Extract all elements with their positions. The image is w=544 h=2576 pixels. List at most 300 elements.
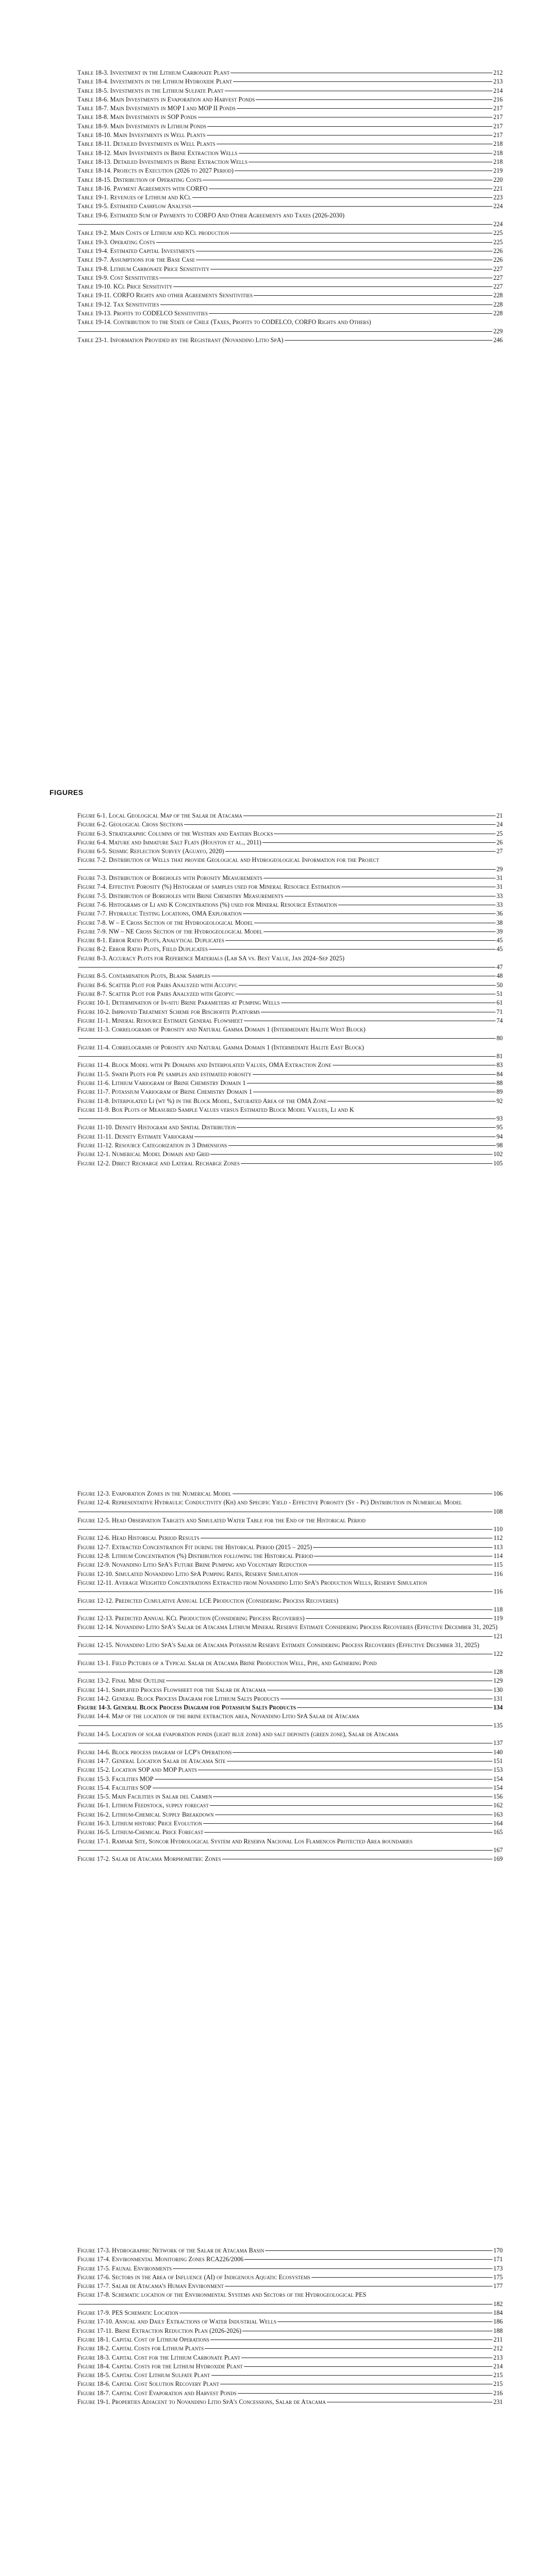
toc-entry-page-number: 134 xyxy=(493,1704,503,1711)
toc-entry-link[interactable] xyxy=(77,2255,503,2264)
toc-entry-link[interactable] xyxy=(77,1061,503,1070)
toc-entry-link[interactable] xyxy=(77,1810,503,1819)
toc-entry-link[interactable] xyxy=(77,149,503,158)
toc-entry-title: Figure 15-2. Location SOP and MOP Plants xyxy=(77,1766,197,1774)
toc-entry-page-number: 128 xyxy=(493,1668,503,1675)
toc-entry-link[interactable] xyxy=(77,919,503,927)
toc-entry-title: Table 18-4. Investments in the Lithium Hydroxide Plant xyxy=(77,78,233,86)
toc-entry-page-number: 92 xyxy=(496,1097,503,1105)
toc-entry-link[interactable] xyxy=(77,1686,503,1694)
toc-entry-link[interactable] xyxy=(77,2362,503,2371)
toc-entry-page-number: 115 xyxy=(493,1561,503,1569)
toc-entry-title: Figure 14-3. General Block Process Diagram for Potassium Salts Products xyxy=(77,1704,296,1711)
leader-line xyxy=(225,940,496,941)
toc-entry-link[interactable] xyxy=(77,1498,503,1516)
toc-entry-title: Figure 16-5. Lithium-Chemical Price Forecast xyxy=(77,1828,204,1836)
toc-entry-page-number: 225 xyxy=(493,229,503,237)
toc-entry-link[interactable] xyxy=(77,113,503,122)
toc-entry-link[interactable] xyxy=(77,256,503,264)
leader-line xyxy=(210,1154,492,1155)
toc-entry-title: Table 18-5. Investments in the Lithium Sulfate Plant xyxy=(77,87,224,94)
toc-entry-link[interactable] xyxy=(77,2335,503,2344)
toc-entry-link[interactable] xyxy=(77,1088,503,1096)
toc-entry-page-number: 171 xyxy=(493,2256,503,2263)
toc-entry-title: Figure 12-10. Simulated Novandino Litio SpA Pumping Rates, Reserve Simulation xyxy=(77,1570,299,1578)
leader-line xyxy=(244,2259,492,2260)
figures-list-part-3 xyxy=(0,2246,544,2406)
toc-entry-link[interactable] xyxy=(77,1008,503,1016)
toc-entry-link[interactable] xyxy=(77,291,503,300)
toc-entry-link[interactable] xyxy=(77,909,503,918)
toc-entry-title: Figure 8-6. Scatter Plot for Pairs Analyzed with Accupyc xyxy=(77,981,238,989)
leader-line xyxy=(228,1145,496,1146)
toc-entry-page-number: 153 xyxy=(493,1766,503,1774)
toc-entry-title: Figure 10-1. Determination of In-situ Brine Parameters at Pumping Wells xyxy=(77,999,280,1007)
toc-entry-title: Figure 18-5. Capital Cost Lithium Sulfate Plant xyxy=(77,2371,210,2379)
leader-line xyxy=(173,286,492,287)
toc-entry-title: Figure 18-3. Capital Cost for the Lithium Carbonate Plant xyxy=(77,2353,241,2361)
toc-entry-link[interactable] xyxy=(77,1016,503,1025)
leader-line xyxy=(233,1752,492,1753)
toc-entry-link[interactable] xyxy=(77,1730,503,1748)
toc-entry-link[interactable] xyxy=(77,211,503,229)
toc-entry-link[interactable] xyxy=(77,1641,503,1659)
toc-entry-page-number: 217 xyxy=(493,105,503,112)
leader-line xyxy=(192,197,492,198)
toc-entry-link[interactable] xyxy=(77,892,503,901)
toc-entry-title: Figure 15-4. Facilities SOP xyxy=(77,1784,152,1791)
toc-entry-page-number: 122 xyxy=(493,1650,503,1658)
leader-line xyxy=(238,2393,492,2394)
leader-line xyxy=(239,985,496,986)
leader-line xyxy=(78,1591,492,1592)
toc-entry-link[interactable] xyxy=(77,274,503,282)
toc-entry-link[interactable] xyxy=(77,856,503,874)
toc-entry-title: Figure 7-4. Effective Porosity (%) Histogram of samples used for Mineral Resource Estimation xyxy=(77,883,341,891)
leader-line xyxy=(78,224,492,225)
toc-entry-link[interactable] xyxy=(77,1570,503,1579)
toc-entry-link[interactable] xyxy=(77,131,503,140)
toc-entry-title: Figure 17-6. Sectors in the Area of Influence (AI) of Indigenous Aquatic Ecosystems xyxy=(77,2273,310,2281)
toc-entry-link[interactable] xyxy=(77,2371,503,2380)
toc-entry-title: Figure 6-3. Stratigraphic Columns of the Western and Eastern Blocks xyxy=(77,829,273,837)
toc-entry-page-number: 212 xyxy=(493,69,503,76)
toc-entry-page-number: 226 xyxy=(493,247,503,255)
leader-line xyxy=(78,331,492,332)
toc-entry-link[interactable] xyxy=(77,1043,503,1061)
leader-line xyxy=(78,1850,492,1851)
toc-entry-page-number: 188 xyxy=(493,2327,503,2334)
toc-entry-link[interactable] xyxy=(77,1855,503,1863)
toc-entry-title: Figure 18-7. Capital Cost Evaporation and Harvest Ponds xyxy=(77,2389,237,2397)
toc-entry-link[interactable] xyxy=(77,1079,503,1088)
toc-entry-page-number: 105 xyxy=(493,1159,503,1167)
toc-entry-page-number: 154 xyxy=(493,1784,503,1791)
toc-entry-link[interactable] xyxy=(77,1561,503,1569)
toc-entry-page-number: 164 xyxy=(493,1819,503,1827)
toc-entry-link[interactable] xyxy=(77,1775,503,1784)
toc-entry-link[interactable] xyxy=(77,309,503,318)
toc-entry-link[interactable] xyxy=(77,2344,503,2353)
toc-entry-title: Figure 12-9. Novandino Litio SpA's Future Brine Pumping and Voluntary Reduction xyxy=(77,1561,308,1569)
toc-entry-title: Figure 19-1. Properties Adjacent to Novandino Litio SpA's Concessions, Salar de Atacama xyxy=(77,2398,326,2406)
toc-entry-link[interactable] xyxy=(77,2273,503,2282)
toc-entry-link[interactable] xyxy=(77,1579,503,1597)
toc-entry-page-number: 213 xyxy=(493,78,503,86)
toc-entry-page-number: 175 xyxy=(493,2273,503,2281)
leader-line xyxy=(173,2268,492,2269)
toc-entry-link[interactable] xyxy=(77,1534,503,1543)
toc-entry-link[interactable] xyxy=(77,829,503,838)
toc-entry-title: Figure 17-3. Hydrographic Network of the Salar de Atacama Basin xyxy=(77,2247,265,2254)
toc-entry-link[interactable] xyxy=(77,1801,503,1810)
leader-line xyxy=(237,108,492,109)
toc-entry-title: Figure 17-8. Schematic location of the Environmental Systems and Sectors of the Hydrogeological PES xyxy=(77,2291,367,2299)
toc-entry-link[interactable] xyxy=(77,1694,503,1703)
toc-entry-page-number: 21 xyxy=(496,812,503,819)
toc-entry-title: Figure 12-15. Novandino Litio SpA's Salar de Atacama Potassium Reserve Estimate Considering Process Recoveries (Effective December 31, 2025) xyxy=(77,1641,480,1649)
toc-entry-link[interactable] xyxy=(77,2380,503,2388)
toc-entry-link[interactable] xyxy=(77,104,503,113)
toc-entry-link[interactable] xyxy=(77,811,503,820)
toc-entry-page-number: 80 xyxy=(496,1035,503,1042)
leader-line xyxy=(204,1832,492,1833)
leader-line xyxy=(277,2321,492,2322)
leader-line xyxy=(311,2277,492,2278)
toc-entry-link[interactable] xyxy=(77,1703,503,1712)
toc-entry-link[interactable] xyxy=(77,95,503,104)
leader-line xyxy=(241,1163,492,1164)
toc-entry-link[interactable] xyxy=(77,847,503,856)
toc-entry-link[interactable] xyxy=(77,1489,503,1498)
leader-line xyxy=(233,81,492,82)
toc-entry-link[interactable] xyxy=(77,945,503,954)
toc-entry-link[interactable] xyxy=(77,176,503,184)
toc-entry-page-number: 81 xyxy=(496,1053,503,1060)
toc-entry-link[interactable] xyxy=(77,2327,503,2335)
toc-entry-link[interactable] xyxy=(77,936,503,945)
toc-entry-link[interactable] xyxy=(77,265,503,274)
toc-entry-link[interactable] xyxy=(77,140,503,148)
toc-entry-link[interactable] xyxy=(77,318,503,336)
toc-entry-title: Table 19-1. Revenues of Lithium and KCl xyxy=(77,194,192,201)
leader-line xyxy=(297,1707,492,1708)
toc-entry-title: Figure 7-3. Distribution of Boreholes with Porosity Measurements xyxy=(77,874,262,882)
toc-entry-page-number: 130 xyxy=(493,1686,503,1693)
leader-line xyxy=(78,1056,496,1057)
leader-line xyxy=(207,126,492,127)
toc-entry-link[interactable] xyxy=(77,336,503,345)
toc-entry-title: Figure 12-14. Novandino Litio SpA's Salar de Atacama Lithium Mineral Reserve Estimate Considering Process Recoveries (Effective December 31, 2025) xyxy=(77,1623,498,1631)
leader-line xyxy=(244,2366,492,2367)
toc-entry-title: Table 18-13. Detailed Investments in Brine Extraction Wells xyxy=(77,158,248,165)
toc-entry-link[interactable] xyxy=(77,166,503,175)
leader-line xyxy=(254,295,492,296)
toc-entry-title: Figure 7-8. W – E Cross Section of the Hydrogeological Model xyxy=(77,919,254,926)
toc-entry-link[interactable] xyxy=(77,1516,503,1534)
leader-line xyxy=(155,1779,492,1780)
toc-entry-link[interactable] xyxy=(77,1159,503,1168)
toc-entry-title: Figure 11-3. Correlograms of Porosity and Natural Gamma Domain 1 (Intermediate Halite West Block) xyxy=(77,1026,366,1033)
toc-entry-title: Figure 17-4. Environmental Monitoring Zones RCA226/2006 xyxy=(77,2256,244,2263)
leader-line xyxy=(237,1127,495,1128)
toc-entry-title: Figure 7-7. Hydraulic Testing Locations, OMA Exploration xyxy=(77,910,242,918)
toc-entry-title: Table 19-10. KCl Price Sensitivity xyxy=(77,283,173,291)
toc-entry-page-number: 227 xyxy=(493,274,503,281)
toc-entry-title: Table 19-2. Main Costs of Lithium and KCl production xyxy=(77,229,229,237)
toc-entry-link[interactable] xyxy=(77,1676,503,1685)
toc-entry-title: Figure 6-4. Mature and Immature Salt Flats (Houston et al., 2011) xyxy=(77,838,261,846)
toc-entry-page-number: 217 xyxy=(493,113,503,121)
toc-entry-page-number: 218 xyxy=(493,140,503,148)
toc-entry-link[interactable] xyxy=(77,838,503,847)
toc-entry-title: Figure 11-10. Density Histogram and Spatial Distribution xyxy=(77,1124,236,1131)
toc-entry-link[interactable] xyxy=(77,2246,503,2255)
toc-entry-link[interactable] xyxy=(77,2389,503,2398)
toc-entry-page-number: 215 xyxy=(493,2371,503,2379)
toc-entry-page-number: 229 xyxy=(493,327,503,335)
toc-entry-link[interactable] xyxy=(77,247,503,256)
toc-entry-title: Figure 7-5. Distribution of Boreholes with Brine Chemistry Measurements xyxy=(77,892,284,900)
toc-entry-page-number: 26 xyxy=(496,838,503,846)
leader-line xyxy=(205,2348,492,2349)
toc-entry-page-number: 61 xyxy=(496,999,503,1007)
toc-entry-title: Figure 12-11. Average Weighted Concentrations Extracted from Novandino Litio SpA's Production Wells, Reserve Simulation xyxy=(77,1579,427,1586)
toc-entry-page-number: 186 xyxy=(493,2318,503,2326)
leader-line xyxy=(210,1805,492,1806)
toc-entry-title: Table 18-9. Main Investments in Lithium Ponds xyxy=(77,122,207,130)
toc-entry-title: Figure 8-1. Error Ratio Plots, Analytical Duplicates xyxy=(77,937,224,944)
toc-entry-page-number: 98 xyxy=(496,1141,503,1149)
toc-entry-link[interactable] xyxy=(77,2291,503,2309)
toc-entry-title: Table 18-3. Investment in the Lithium Carbonate Plant xyxy=(77,69,230,76)
toc-entry-link[interactable] xyxy=(77,1543,503,1552)
toc-entry-link[interactable] xyxy=(77,1766,503,1774)
toc-entry-title: Figure 17-9. PES Schematic Location xyxy=(77,2309,179,2317)
toc-entry-title: Figure 14-7. General Location Salar de Atacama Site xyxy=(77,1757,226,1765)
toc-entry-link[interactable] xyxy=(77,2264,503,2273)
toc-entry-link[interactable] xyxy=(77,981,503,990)
toc-entry-link[interactable] xyxy=(77,1784,503,1792)
leader-line xyxy=(203,1823,492,1824)
toc-entry-page-number: 228 xyxy=(493,292,503,299)
toc-entry-link[interactable] xyxy=(77,1757,503,1766)
toc-entry-link[interactable] xyxy=(77,1748,503,1757)
toc-entry-page-number: 131 xyxy=(493,1694,503,1702)
toc-entry-title: Figure 13-2. Final Mine Outline xyxy=(77,1677,166,1685)
toc-entry-title: Figure 12-1. Numerical Model Domain and Grid xyxy=(77,1150,210,1158)
toc-entry-title: Figure 11-11. Density Estimate Variogram xyxy=(77,1132,193,1140)
toc-entry-link[interactable] xyxy=(77,2317,503,2326)
toc-entry-title: Table 18-10. Main Investments in Well Plants xyxy=(77,131,206,139)
toc-entry-title: Figure 16-1. Lithium Feedstock, supply forecast xyxy=(77,1802,209,1809)
toc-entry-link[interactable] xyxy=(77,1025,503,1043)
toc-entry-page-number: 33 xyxy=(496,901,503,908)
toc-entry-link[interactable] xyxy=(77,1097,503,1106)
toc-entry-link[interactable] xyxy=(77,1712,503,1730)
toc-entry-page-number: 140 xyxy=(493,1748,503,1756)
toc-entry-title: Table 19-8. Lithium Carbonate Price Sensitivity xyxy=(77,265,210,273)
tables-list xyxy=(0,69,544,345)
toc-entry-link[interactable] xyxy=(77,1828,503,1837)
leader-line xyxy=(209,313,492,314)
toc-entry-link[interactable] xyxy=(77,1132,503,1141)
toc-entry-link[interactable] xyxy=(77,229,503,238)
toc-entry-link[interactable] xyxy=(77,1837,503,1855)
toc-entry-title: Table 19-4. Estimated Capital Investments xyxy=(77,247,195,255)
toc-entry-title: Figure 17-10. Annual and Daily Extractions of Water Industrial Wells xyxy=(77,2318,277,2326)
toc-entry-link[interactable] xyxy=(77,1141,503,1150)
toc-entry-title: Figure 14-2. General Block Process Diagram for Lithium Salts Products xyxy=(77,1694,279,1702)
toc-entry-page-number: 33 xyxy=(496,892,503,900)
toc-entry-page-number: 214 xyxy=(493,87,503,94)
toc-entry-page-number: 36 xyxy=(496,910,503,918)
toc-entry-page-number: 226 xyxy=(493,256,503,264)
leader-line xyxy=(78,1529,492,1530)
toc-entry-link[interactable] xyxy=(77,122,503,131)
toc-entry-link[interactable] xyxy=(77,202,503,211)
toc-entry-link[interactable] xyxy=(77,2309,503,2317)
toc-entry-link[interactable] xyxy=(77,77,503,86)
toc-entry-link[interactable] xyxy=(77,1070,503,1079)
toc-entry-title: Figure 12-12. Predicted Cumulative Annual LCE Production (Considering Process Recoveries) xyxy=(77,1597,339,1604)
toc-entry-page-number: 228 xyxy=(493,300,503,308)
toc-entry-link[interactable] xyxy=(77,193,503,202)
toc-entry-link[interactable] xyxy=(77,87,503,95)
toc-entry-page-number: 169 xyxy=(493,1855,503,1863)
toc-entry-link[interactable] xyxy=(77,883,503,891)
leader-line xyxy=(211,2375,492,2376)
toc-entry-page-number: 163 xyxy=(493,1810,503,1818)
toc-entry-page-number: 212 xyxy=(493,2345,503,2352)
toc-entry-link[interactable] xyxy=(77,282,503,291)
toc-entry-title: Figure 7-6. Histograms of Li and K Concentrations (%) used for Mineral Resource Estimation xyxy=(77,901,337,908)
toc-entry-title: Table 18-7. Main Investments in MOP I and MOP II Ponds xyxy=(77,105,236,112)
toc-entry-link[interactable] xyxy=(77,972,503,980)
figures-list-part-1 xyxy=(0,811,544,1168)
toc-entry-page-number: 129 xyxy=(493,1677,503,1685)
toc-entry-page-number: 108 xyxy=(493,1507,503,1515)
leader-line xyxy=(285,340,492,341)
toc-entry-title: Table 18-8. Main Investments in SOP Ponds xyxy=(77,113,197,121)
toc-entry-title: Figure 6-5. Seismic Reflection Survey (Aguayo, 2020) xyxy=(77,848,224,855)
toc-entry-link[interactable] xyxy=(77,69,503,77)
toc-entry-link[interactable] xyxy=(77,874,503,883)
toc-entry-link[interactable] xyxy=(77,1659,503,1677)
toc-entry-title: Figure 11-1. Mineral Resource Estimate General Flowsheet xyxy=(77,1016,243,1024)
toc-entry-title: Figure 15-3. Facilities MOP xyxy=(77,1775,154,1783)
toc-entry-page-number: 156 xyxy=(493,1793,503,1801)
toc-entry-page-number: 182 xyxy=(493,2300,503,2308)
toc-entry-page-number: 121 xyxy=(493,1632,503,1640)
toc-entry-page-number: 221 xyxy=(493,184,503,192)
toc-entry-title: Figure 14-1. Simplified Process Flowsheet for the Salar de Atacama xyxy=(77,1686,266,1693)
toc-entry-title: Figure 12-4. Representative Hydraulic Conductivity (Kh) and Specific Yield - Effective Porosity (Sy - Pe) Distribution in Numerical Model xyxy=(77,1499,463,1506)
toc-entry-page-number: 216 xyxy=(493,95,503,103)
toc-entry-title: Figure 17-1. Ramsar Site, Soncor Hydrological System and Reserva Nacional Los Flamencos Protected Area boundaries xyxy=(77,1837,413,1845)
toc-entry-page-number: 219 xyxy=(493,167,503,175)
figures-heading: FIGURES xyxy=(50,788,84,796)
toc-entry-title: Table 18-14. Projects in Execution (2026 to 2027 Period) xyxy=(77,167,234,175)
toc-entry-page-number: 213 xyxy=(493,2353,503,2361)
toc-entry-page-number: 71 xyxy=(496,1008,503,1015)
toc-entry-title: Figure 10-2. Improved Treatment Scheme for Bischofite Platforms xyxy=(77,1008,260,1015)
toc-entry-title: Figure 12-2. Direct Recharge and Lateral Recharge Zones xyxy=(77,1159,240,1167)
toc-entry-page-number: 216 xyxy=(493,2389,503,2397)
toc-entry-page-number: 211 xyxy=(493,2335,503,2343)
toc-entry-link[interactable] xyxy=(77,1123,503,1132)
toc-entry-page-number: 84 xyxy=(496,1070,503,1078)
toc-entry-link[interactable] xyxy=(77,184,503,193)
toc-entry-link[interactable] xyxy=(77,990,503,998)
toc-entry-link[interactable] xyxy=(77,1819,503,1828)
toc-entry-title: Table 18-6. Main Investments in Evaporation and Harvest Ponds xyxy=(77,95,255,103)
leader-line xyxy=(225,851,496,852)
toc-entry-title: Figure 16-3. Lithium historic Price Evolution xyxy=(77,1819,202,1827)
toc-entry-link[interactable] xyxy=(77,954,503,972)
toc-entry-link[interactable] xyxy=(77,2398,503,2406)
toc-entry-page-number: 95 xyxy=(496,1124,503,1131)
toc-entry-link[interactable] xyxy=(77,1597,503,1615)
toc-entry-page-number: 83 xyxy=(496,1061,503,1069)
toc-entry-title: Figure 11-7. Potassium Variogram of Brine Chemistry Domain 1 xyxy=(77,1088,252,1096)
toc-entry-title: Figure 6-2. Geological Cross Sections xyxy=(77,821,184,828)
toc-entry-link[interactable] xyxy=(77,820,503,829)
toc-entry-page-number: 112 xyxy=(493,1534,503,1542)
toc-entry-title: Table 19-13. Profits to CODELCO Sensitivities xyxy=(77,310,208,317)
toc-entry-page-number: 110 xyxy=(493,1526,503,1533)
toc-entry-title: Figure 16-2. Lithium-Chemical Supply Breakdown xyxy=(77,1810,214,1818)
toc-entry-title: Figure 18-1. Capital Cost of Lithium Operations xyxy=(77,2335,209,2343)
toc-entry-title: Figure 8-7. Scatter Plot for Pairs Analyzed with Geopyc xyxy=(77,990,235,997)
toc-entry-title: Figure 13-1. Field Pictures of a Typical Salar de Atacama Brine Production Well, Pipe, and Gathering Pond xyxy=(77,1659,377,1667)
toc-entry-link[interactable] xyxy=(77,158,503,166)
toc-entry-title: Table 19-5. Estimated Cashflow Analysis xyxy=(77,202,192,210)
toc-entry-link[interactable] xyxy=(77,1792,503,1801)
toc-entry-link[interactable] xyxy=(77,300,503,309)
toc-entry-page-number: 51 xyxy=(496,990,503,997)
toc-entry-title: Figure 12-5. Head Observation Targets and Simulated Water Table for the End of the Historical Period xyxy=(77,1516,366,1524)
toc-entry-title: Table 19-11. CORFO Rights and other Agreements Sensitivities xyxy=(77,292,253,299)
toc-entry-link[interactable] xyxy=(77,927,503,936)
toc-entry-page-number: 116 xyxy=(493,1570,503,1578)
toc-entry-link[interactable] xyxy=(77,238,503,247)
toc-entry-page-number: 118 xyxy=(493,1605,503,1613)
toc-entry-link[interactable] xyxy=(77,998,503,1007)
toc-entry-link[interactable] xyxy=(77,1150,503,1159)
toc-entry-link[interactable] xyxy=(77,1552,503,1561)
leader-line xyxy=(160,304,492,305)
toc-entry-link[interactable] xyxy=(77,2353,503,2362)
toc-entry-page-number: 151 xyxy=(493,1757,503,1765)
toc-entry-link[interactable] xyxy=(77,901,503,909)
toc-entry-link[interactable] xyxy=(77,1623,503,1641)
leader-line xyxy=(78,1118,496,1119)
toc-entry-title: Figure 8-3. Accuracy Plots for Reference Materials (Lab SA vs. Best Value, Jan 2024–Sep 2025) xyxy=(77,954,345,962)
toc-entry-link[interactable] xyxy=(77,2282,503,2291)
toc-entry-page-number: 94 xyxy=(496,1132,503,1140)
toc-entry-link[interactable] xyxy=(77,1106,503,1124)
leader-line xyxy=(184,824,496,825)
leader-line xyxy=(263,931,496,932)
leader-line xyxy=(156,242,492,243)
toc-entry-page-number: 48 xyxy=(496,972,503,980)
toc-entry-title: Table 19-7. Assumptions for the Base Case xyxy=(77,256,195,264)
toc-entry-link[interactable] xyxy=(77,1614,503,1623)
toc-entry-page-number: 177 xyxy=(493,2282,503,2290)
toc-entry-page-number: 231 xyxy=(493,2398,503,2406)
toc-entry-page-number: 224 xyxy=(493,221,503,228)
